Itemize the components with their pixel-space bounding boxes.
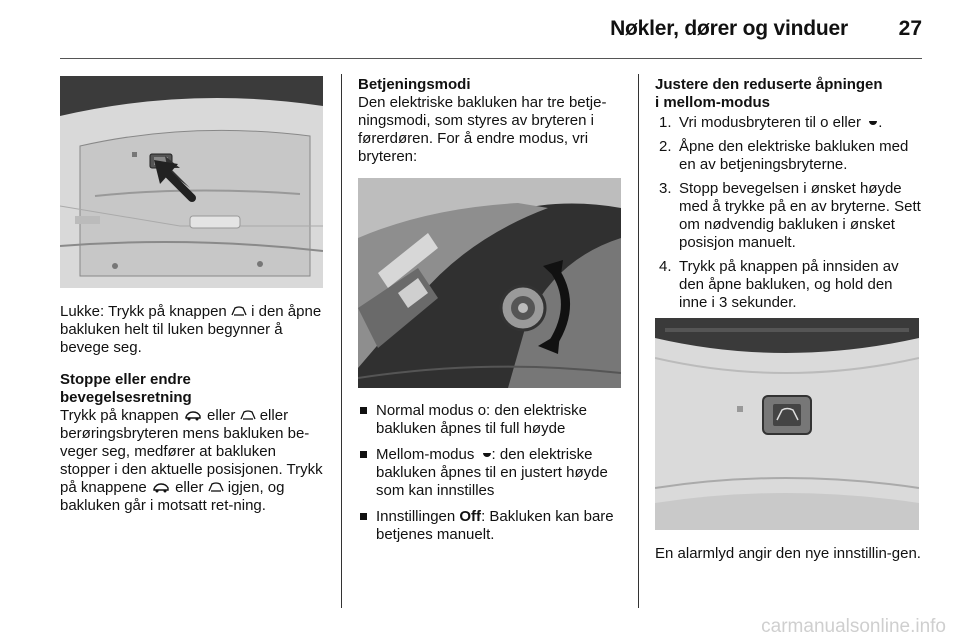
bullet-marker [360, 407, 367, 414]
mode-intermediate-label: Mellom-modus [376, 446, 475, 463]
step-4-text: Trykk på knappen på innsiden av den åpne bakluken, og hold den inne i 3 sekunder. [679, 258, 899, 311]
tailgate-button-illustration [655, 318, 919, 530]
car-key-icon [151, 482, 171, 493]
column-divider-1 [341, 74, 342, 608]
step-1-end: . [878, 114, 883, 131]
step-number: 3. [659, 180, 672, 197]
page-header [0, 14, 960, 48]
mode-off-keyword: Off [459, 508, 482, 525]
mode-off [358, 508, 626, 544]
step-2 [655, 138, 925, 174]
column-1-text [60, 303, 324, 515]
step-number: 1. [659, 114, 672, 131]
mode-off-label: Innstillingen [376, 508, 460, 525]
close-instruction-start: Lukke: Trykk på knappen [60, 303, 227, 320]
mode-normal [358, 402, 626, 438]
page-number: 27 [898, 17, 922, 40]
tailgate-icon [240, 410, 256, 421]
bullet-marker [360, 513, 367, 520]
step-4 [655, 258, 925, 312]
mode-off-text: : Bakluken kan bare betjenes manuelt. [376, 508, 614, 543]
step-number: 2. [659, 138, 672, 155]
stop-instruction [60, 407, 324, 515]
mode-intermediate-text: : den elektriske bakluken åpnes til en justert høyde som kan innstilles [376, 446, 608, 499]
alarm-note: En alarmlyd angir den nye innstillin-gen. [655, 545, 921, 562]
half-circle-icon [868, 118, 878, 128]
adjust-heading-line-2: i mellom-modus [655, 94, 771, 111]
tailgate-icon [208, 482, 224, 493]
close-instruction-end: i den åpne bakluken helt til luken begynner å bevege seg. [60, 303, 322, 356]
stop-instruction-or-1: eller [207, 407, 240, 424]
column-3-text-bottom [655, 545, 921, 563]
tailgate-button-drawing [655, 318, 919, 530]
modes-heading: Betjeningsmodi [358, 76, 471, 93]
tailgate-icon [231, 306, 247, 317]
page-title: Nøkler, dører og vinduer [610, 17, 848, 40]
stop-instruction-part-c: igjen, og bakluken går i motsatt ret-ning. [60, 479, 285, 514]
header-divider [60, 58, 922, 59]
car-key-icon [183, 410, 203, 421]
half-circle-icon [482, 450, 492, 460]
column-2-text-top [358, 76, 624, 166]
step-1 [655, 114, 925, 132]
column-2-text-bottom [358, 402, 626, 544]
tailgate-interior-drawing [60, 76, 323, 288]
tailgate-interior-illustration [60, 76, 323, 288]
step-number: 4. [659, 258, 672, 275]
stop-heading: Stoppe eller endre bevegelsesretning [60, 371, 192, 406]
step-3-text: Stopp bevegelsen i ønsket høyde med å trykke på en av bryterne. Sett om nødvendig bakluken i ønsket posisjon manuelt. [679, 180, 921, 251]
step-2-text: Åpne den elektriske bakluken med en av betjeningsbryterne. [679, 138, 909, 173]
close-instruction [60, 303, 324, 357]
stop-instruction-or-2: eller [175, 479, 208, 496]
modes-intro: Den elektriske bakluken har tre betje-ningsmodi, som styres av bryteren i førerdøren. For å endre modus, vri bryteren: [358, 94, 607, 165]
bullet-marker [360, 451, 367, 458]
stop-instruction-part-b: eller berøringsbryteren mens bakluken be-veger seg, medfører at bakluken stopper i den aktuelle posisjonen. Trykk på knappene [60, 407, 323, 496]
column-divider-2 [638, 74, 639, 608]
step-3 [655, 180, 925, 252]
stop-instruction-part-a: Trykk på knappen [60, 407, 179, 424]
mode-switch-drawing [358, 178, 621, 388]
mode-switch-illustration [358, 178, 621, 388]
mode-intermediate [358, 446, 626, 500]
watermark: carmanualsonline.info [761, 616, 946, 637]
column-3-text-top [655, 76, 925, 312]
mode-normal-text: Normal modus o: den elektriske bakluken åpnes til full høyde [376, 402, 587, 437]
adjust-heading-line-1: Justere den reduserte åpningen [655, 76, 883, 93]
step-1-text: Vri modusbryteren til o eller [679, 114, 862, 131]
